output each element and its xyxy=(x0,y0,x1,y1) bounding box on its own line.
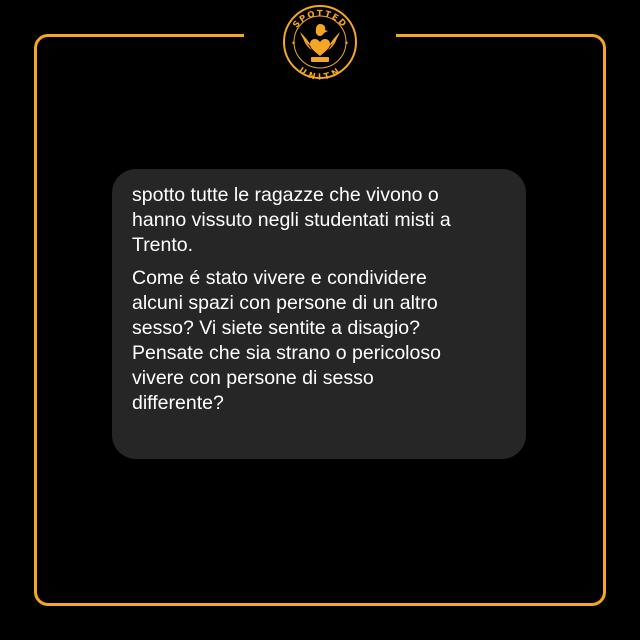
logo-bottom-text: UNITN xyxy=(296,65,344,83)
svg-text:✦: ✦ xyxy=(291,40,297,47)
message-bubble xyxy=(112,169,526,459)
eagle-heart-emblem-icon xyxy=(278,0,362,84)
svg-text:✦: ✦ xyxy=(344,40,350,47)
message-paragraph-1: spotto tutte le ragazze che vivono o hanno vissuto negli studentati misti a Trento. xyxy=(132,184,451,256)
message-paragraph-2: Come é stato vivere e condividere alcuni spazi con persone di un altro sesso? Vi siete sentite a disagio? Pensate che sia strano o pericoloso vivere con persone di sesso differente? xyxy=(132,267,441,414)
logo-top-text: SPOTTED xyxy=(291,8,349,31)
spotted-unitn-logo xyxy=(278,0,362,84)
